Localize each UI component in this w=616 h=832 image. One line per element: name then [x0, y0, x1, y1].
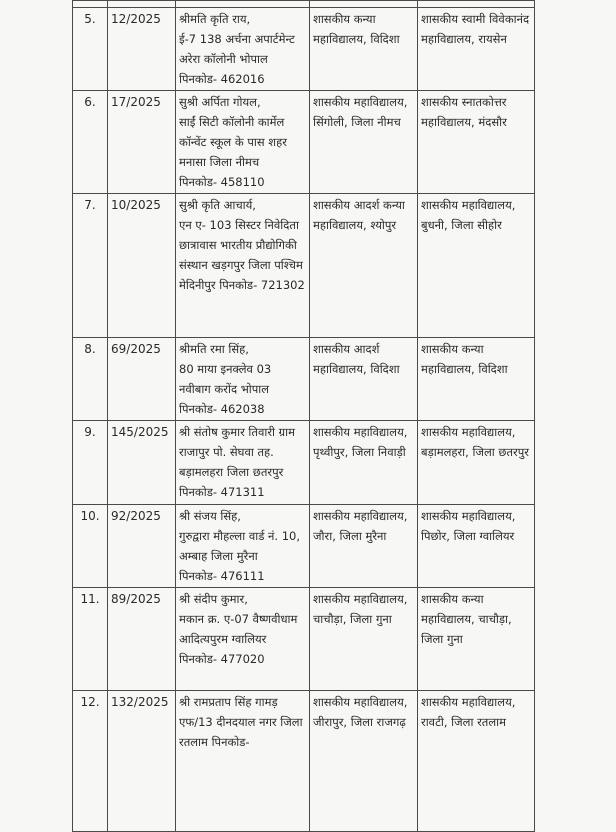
applicant-address: श्री संजय सिंह, गुरुद्वारा मौहल्ला वार्ड नं. 10, अम्बाह जिला मुरैना पिनकोड- 476111: [176, 505, 310, 588]
transfer-table: [72, 0, 535, 832]
serial-number: 5.: [73, 8, 108, 91]
table-row: [73, 691, 535, 832]
table-row: [73, 194, 535, 338]
applicant-address: सुश्री अर्पिता गोयल, साईं सिटी कॉलोनी कार्मेल कॉन्वेंट स्कूल के पास शहर मनासा जिला नीमच पिनकोड- 458110: [176, 91, 310, 194]
serial-number: 6.: [73, 91, 108, 194]
requested-college: शासकीय महाविद्यालय, बुधनी, जिला सीहोर: [418, 194, 535, 338]
requested-college: शासकीय स्वामी विवेकानंद महाविद्यालय, रायसेन: [418, 8, 535, 91]
case-number: 69/2025: [108, 338, 176, 421]
table-top-edge: [73, 1, 535, 8]
case-number: 132/2025: [108, 691, 176, 832]
applicant-address: श्री संदीप कुमार, मकान क्र. ए-07 वैष्णवीधाम आदित्यपुरम ग्वालियर पिनकोड- 477020: [176, 588, 310, 691]
requested-college: शासकीय कन्या महाविद्यालय, चाचौड़ा, जिला गुना: [418, 588, 535, 691]
case-number: 92/2025: [108, 505, 176, 588]
serial-number: 10.: [73, 505, 108, 588]
serial-number: 11.: [73, 588, 108, 691]
requested-college: शासकीय कन्या महाविद्यालय, विदिशा: [418, 338, 535, 421]
requested-college: शासकीय महाविद्यालय, बड़ामलहरा, जिला छतरपुर: [418, 421, 535, 505]
requested-college: शासकीय महाविद्यालय, रावटी, जिला रतलाम: [418, 691, 535, 832]
applicant-address: श्रीमति रमा सिंह, 80 माया इनक्लेव 03 नवीबाग करोंद भोपाल पिनकोड- 462038: [176, 338, 310, 421]
case-number: 89/2025: [108, 588, 176, 691]
serial-number: 7.: [73, 194, 108, 338]
current-college: शासकीय महाविद्यालय, पृथ्वीपुर, जिला निवाड़ी: [310, 421, 418, 505]
current-college: शासकीय आदर्श कन्या महाविद्यालय, श्योपुर: [310, 194, 418, 338]
table-row: [73, 505, 535, 588]
case-number: 17/2025: [108, 91, 176, 194]
current-college: शासकीय महाविद्यालय, चाचौड़ा, जिला गुना: [310, 588, 418, 691]
table-row: [73, 588, 535, 691]
serial-number: 12.: [73, 691, 108, 832]
requested-college: शासकीय महाविद्यालय, पिछोर, जिला ग्वालियर: [418, 505, 535, 588]
current-college: शासकीय महाविद्यालय, सिंगोली, जिला नीमच: [310, 91, 418, 194]
applicant-address: श्रीमति कृति राय, ई-7 138 अर्चना अपार्टमेन्ट अरेरा कॉलोनी भोपाल पिनकोड- 462016: [176, 8, 310, 91]
serial-number: 8.: [73, 338, 108, 421]
applicant-address: श्री संतोष कुमार तिवारी ग्राम राजापुर पो. सेघवा तह. बड़ामलहरा जिला छतरपुर पिनकोड- 471311: [176, 421, 310, 505]
table-row: [73, 8, 535, 91]
current-college: शासकीय महाविद्यालय, जीरापुर, जिला राजगढ़: [310, 691, 418, 832]
case-number: 12/2025: [108, 8, 176, 91]
case-number: 10/2025: [108, 194, 176, 338]
case-number: 145/2025: [108, 421, 176, 505]
table-row: [73, 338, 535, 421]
requested-college: शासकीय स्नातकोत्तर महाविद्यालय, मंदसौर: [418, 91, 535, 194]
table-row: [73, 91, 535, 194]
applicant-address: सुश्री कृति आचार्य, एन ए- 103 सिस्टर निवेदिता छात्रावास भारतीय प्रौद्योगिकी संस्थान खड़गपुर जिला पश्चिम मेदिनीपुर पिनकोड- 721302: [176, 194, 310, 338]
current-college: शासकीय कन्या महाविद्यालय, विदिशा: [310, 8, 418, 91]
table-row: [73, 421, 535, 505]
current-college: शासकीय महाविद्यालय, जौरा, जिला मुरैना: [310, 505, 418, 588]
serial-number: 9.: [73, 421, 108, 505]
current-college: शासकीय आदर्श महाविद्यालय, विदिशा: [310, 338, 418, 421]
applicant-address: श्री रामप्रताप सिंह गामड़ एफ/13 दीनदयाल नगर जिला रतलाम पिनकोड-: [176, 691, 310, 832]
